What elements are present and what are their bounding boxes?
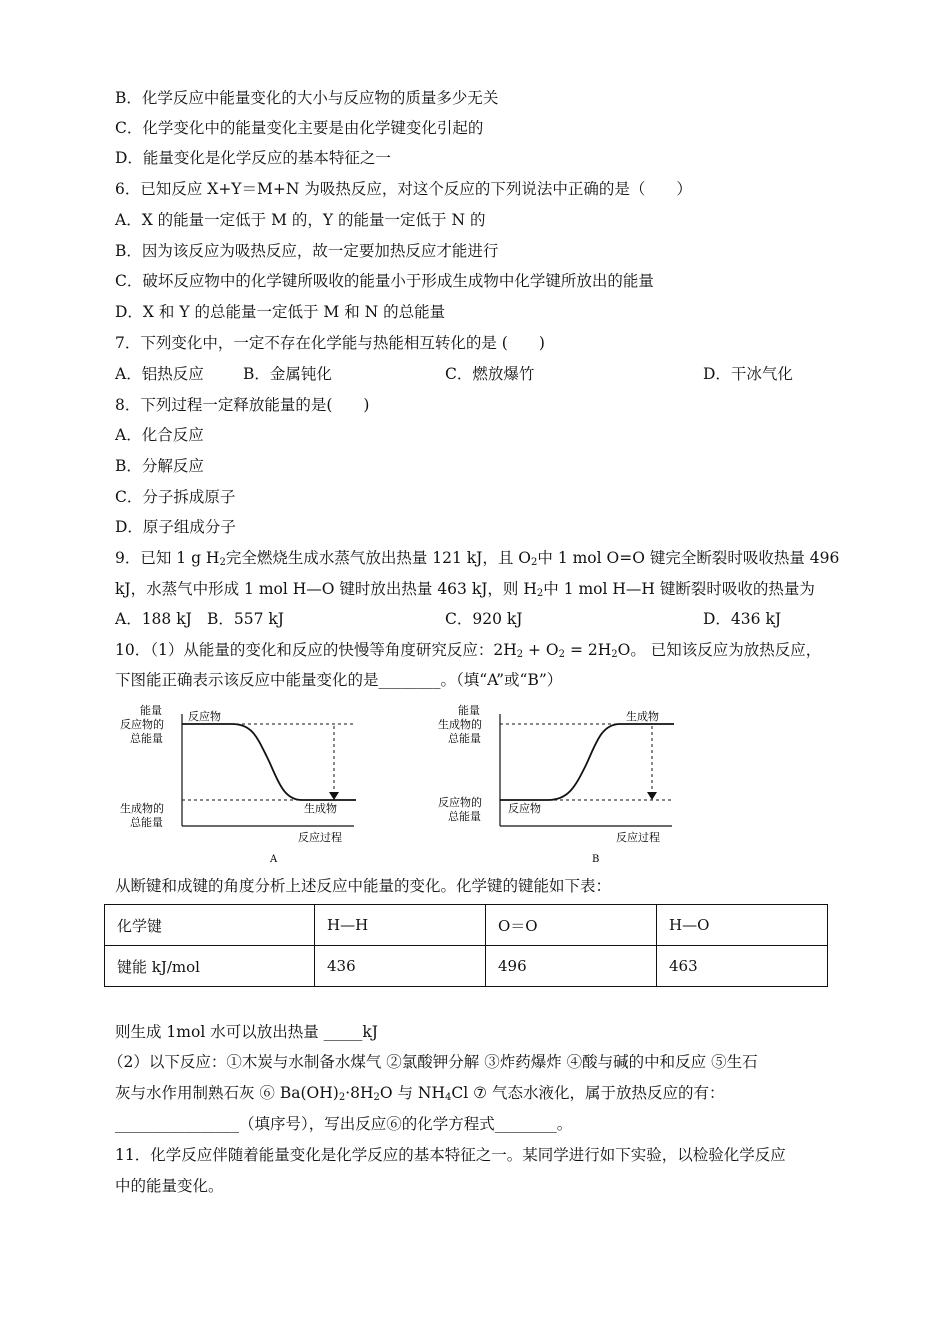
y-axis-label: 能量 (458, 704, 480, 717)
option-a: A．188 kJ (115, 610, 192, 628)
text-span: ·8H (345, 1084, 374, 1102)
text-span: 9．已知 1 g H (115, 549, 220, 567)
table-row (105, 946, 828, 987)
subscript: 2 (219, 557, 226, 568)
subscript: 2 (531, 557, 538, 568)
y-axis-label: 能量 (140, 704, 162, 717)
option-d: D．干冰气化 (703, 365, 793, 383)
arrow-head (329, 792, 339, 800)
curve-start-label: 反应物 (508, 802, 541, 815)
lower-level-label: 总能量 (448, 810, 481, 823)
lower-level-label: 生成物的 (120, 802, 164, 815)
table-cell: 436 (315, 946, 486, 987)
question-10-part-2: （2）以下反应：①木炭与水制备水煤气 ②氯酸钾分解 ③炸药爆炸 ④酸与碱的中和反应 ⑤生石 (108, 1053, 758, 1071)
option-b: B．557 kJ (207, 610, 285, 628)
lower-level-label: 反应物的 (438, 796, 482, 809)
table-cell: H—O (657, 905, 828, 946)
text-span: kJ，水蒸气中形成 1 mol H—O 键时放出热量 463 kJ，则 H (115, 580, 537, 598)
table-cell: 496 (486, 946, 657, 987)
text-span: O 与 NH (379, 1084, 446, 1102)
option-text: D．X 和 Y 的总能量一定低于 M 和 N 的总能量 (115, 303, 446, 321)
option-text: C．化学变化中的能量变化主要是由化学键变化引起的 (115, 119, 484, 137)
energy-diagram-a (112, 702, 372, 871)
text-span: 中 1 mol O=O 键完全断裂时吸收热量 496 (537, 549, 840, 567)
option-text: C．破坏反应物中的化学键所吸收的能量小于形成生成物中化学键所放出的能量 (115, 272, 654, 290)
text-span: + O (523, 641, 559, 659)
text-span: = 2H (565, 641, 612, 659)
answer-blank-line: ________________（填序号），写出反应⑥的化学方程式________。 (115, 1115, 573, 1133)
subscript: 4 (445, 1092, 452, 1103)
x-axis-label: 反应过程 (616, 831, 660, 844)
option-c: C．920 kJ (445, 610, 523, 628)
option-c: C．燃放爆竹 (445, 365, 535, 383)
subscript: 2 (558, 649, 566, 660)
energy-diagram-b (430, 702, 690, 871)
energy-curve (500, 724, 674, 800)
table-cell: 化学键 (105, 905, 315, 946)
x-axis-label: 反应过程 (298, 831, 342, 844)
curve-end-label: 生成物 (626, 710, 659, 723)
question-8: 8．下列过程一定释放能量的是( ) (115, 396, 370, 414)
option-text: A．X 的能量一定低于 M 的，Y 的能量一定低于 N 的 (115, 211, 486, 229)
question-10-part-2-cont (115, 1083, 724, 1108)
text-span: 灰与水作用制熟石灰 ⑥ Ba(OH) (115, 1084, 339, 1102)
text-span: 完全燃烧生成水蒸气放出热量 121 kJ，且 O (225, 549, 532, 567)
bond-energy-table (104, 904, 828, 987)
question-6: 6．已知反应 X+Y＝M+N 为吸热反应，对这个反应的下列说法中正确的是（ ） (115, 180, 692, 198)
option-b: B．金属钝化 (243, 365, 332, 383)
subscript: 2 (373, 1092, 380, 1103)
table-cell: 463 (657, 946, 828, 987)
subscript: 2 (338, 1092, 346, 1103)
option-a: A．铝热反应 (115, 365, 204, 383)
option-text: B．分解反应 (115, 457, 204, 475)
question-7: 7．下列变化中，一定不存在化学能与热能相互转化的是 ( ) (115, 334, 545, 352)
question-10 (115, 640, 821, 665)
bond-intro: 从断键和成键的角度分析上述反应中能量的变化。化学键的键能如下表： (115, 877, 612, 895)
text-span: 中 1 mol H—H 键断裂时吸收的热量为 (543, 580, 815, 598)
table-cell: 键能 kJ/mol (105, 946, 315, 987)
heat-question: 则生成 1mol 水可以放出热量 _____kJ (115, 1023, 378, 1041)
curve-start-label: 反应物 (188, 710, 221, 723)
lower-level-label: 总能量 (130, 816, 163, 829)
option-text: D．能量变化是化学反应的基本特征之一 (115, 149, 391, 167)
option-d: D．436 kJ (703, 610, 782, 628)
table-cell: O＝O (486, 905, 657, 946)
table-row (105, 905, 828, 946)
upper-level-label: 总能量 (130, 732, 163, 745)
option-text: A．化合反应 (115, 426, 204, 444)
question-10-cont: 下图能正确表示该反应中能量变化的是________。（填“A”或“B”） (115, 671, 563, 689)
option-text: B．化学反应中能量变化的大小与反应物的质量多少无关 (115, 89, 499, 107)
upper-level-label: 生成物的 (438, 718, 482, 731)
text-span: Cl ⑦ 气态水液化，属于放热反应的有： (451, 1084, 725, 1102)
subscript: 2 (611, 649, 618, 660)
text-span: O。 已知该反应为放热反应， (617, 641, 822, 659)
table-cell: H—H (315, 905, 486, 946)
question-9 (115, 548, 839, 573)
option-text: D．原子组成分子 (115, 518, 236, 536)
subscript: 2 (516, 649, 524, 660)
energy-curve (182, 724, 356, 800)
subscript: 2 (536, 588, 544, 599)
question-9-cont (115, 579, 815, 604)
arrow-head (647, 792, 657, 800)
text-span: 10．（1）从能量的变化和反应的快慢等角度研究反应：2H (115, 641, 517, 659)
upper-level-label: 反应物的 (120, 718, 164, 731)
option-text: C．分子拆成原子 (115, 488, 236, 506)
question-11: 11．化学反应伴随着能量变化是化学反应的基本特征之一。某同学进行如下实验，以检验化学反应 (115, 1146, 786, 1164)
diagram-caption: B (592, 854, 600, 865)
curve-end-label: 生成物 (304, 802, 337, 815)
diagram-caption: A (270, 854, 278, 865)
option-text: B．因为该反应为吸热反应，故一定要加热反应才能进行 (115, 242, 499, 260)
upper-level-label: 总能量 (448, 732, 481, 745)
question-11-cont: 中的能量变化。 (115, 1177, 224, 1195)
